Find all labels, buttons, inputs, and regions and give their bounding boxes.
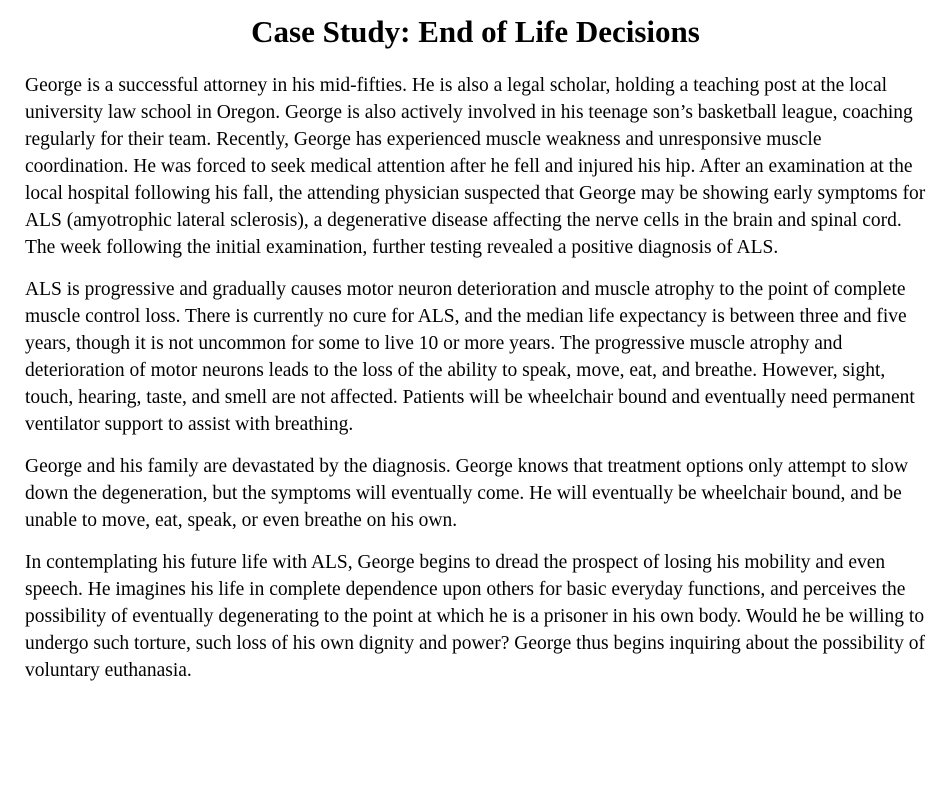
paragraph-als-description: ALS is progressive and gradually causes motor neuron deterioration and muscle atrophy to the point of complete muscle control loss. There is currently no cure for ALS, and the median life expectancy is between three and five years, though it is not uncommon for some to live 10 or more years. The progressive muscle atrophy and deterioration of motor neurons leads to the loss of the ability to speak, move, eat, and breathe. However, sight, touch, hearing, taste, and smell are not affected. Patients will be wheelchair bound and eventually need permanent ventilator support to assist with breathing.: [25, 279, 915, 435]
page-title: Case Study: End of Life Decisions: [251, 14, 700, 49]
paragraph-euthanasia-contemplation: In contemplating his future life with ALS, George begins to dread the prospect of losing his mobility and even speech. He imagines his life in complete dependence upon others for basic everyday functions, and perceives the possibility of eventually degenerating to the point at which he is a prisoner in his own body. Would he be willing to undergo such torture, such loss of his own dignity and power? George thus begins inquiring about the possibility of voluntary euthanasia.: [25, 552, 925, 681]
paragraph-family-reaction: George and his family are devastated by the diagnosis. George knows that treatment options only attempt to slow down the degeneration, but the symptoms will eventually come. He will eventually be wheelchair bound, and be unable to move, eat, speak, or even breathe on his own.: [25, 456, 909, 531]
paragraph-intro: George is a successful attorney in his mid-fifties. He is also a legal scholar, holding a teaching post at the local university law school in Oregon. George is also actively involved in his teenage son’s basketball league, coaching regularly for their team. Recently, George has experienced muscle weakness and unresponsive muscle coordination. He was forced to seek medical attention after he fell and injured his hip. After an examination at the local hospital following his fall, the attending physician suspected that George may be showing early symptoms for ALS (amyotrophic lateral sclerosis), a degenerative disease affecting the nerve cells in the brain and spinal cord. The week following the initial examination, further testing revealed a positive diagnosis of ALS.: [25, 75, 926, 258]
